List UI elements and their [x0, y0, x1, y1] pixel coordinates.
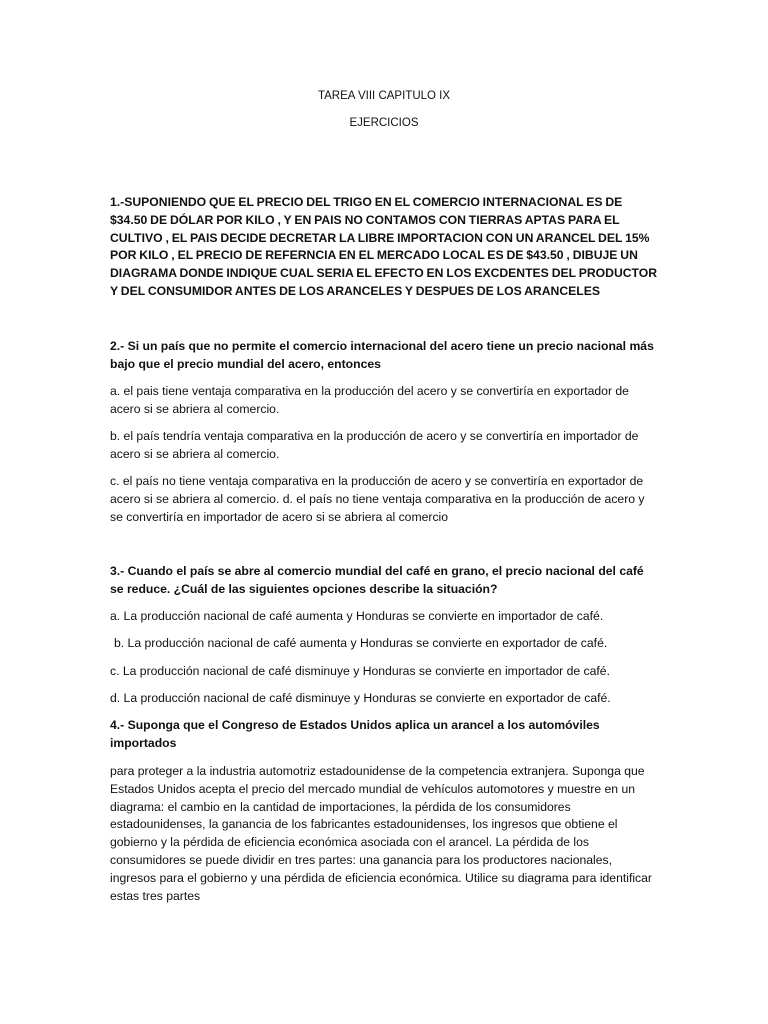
- question-3-option-c: c. La producción nacional de café disminuye y Honduras se convierte en importador de café.: [110, 664, 610, 678]
- document-title: TAREA VIII CAPITULO IX: [317, 90, 451, 102]
- question-2-option-a: a. el pais tiene ventaja comparativa en la producción del acero y se convertiría en exportador de acero si se abriera al comercio.: [110, 384, 629, 416]
- question-2-option-b: b. el país tendría ventaja comparativa en la producción de acero y se convertiría en importador de acero si se abriera al comercio.: [110, 429, 639, 461]
- document-subtitle: EJERCICIOS: [349, 117, 419, 129]
- question-2-option-cd: c. el país no tiene ventaja comparativa en la producción de acero y se convertiría en exportador de acero si se abriera al comercio. d. el país no tiene ventaja comparativa en la producción de acero y se convertiría en importador de acero si se abriera al comercio: [110, 474, 645, 524]
- question-3-stem: 3.- Cuando el país se abre al comercio mundial del café en grano, el precio nacional del café se reduce. ¿Cuál de las siguientes opciones describe la situación?: [110, 564, 644, 596]
- question-3-option-b: b. La producción nacional de café aumenta y Honduras se convierte en exportador de café.: [114, 636, 608, 650]
- question-4-body: para proteger a la industria automotriz estadounidense de la competencia extranjera. Suponga que Estados Unidos acepta el precio del mercado mundial de vehículos automotores y muestre en un diagrama: el cambio en la cantidad de importaciones, la pérdida de los consumidores estadounidenses, la ganancia de los fabricantes estadounidenses, los ingresos que obtiene el gobierno y la pérdida de eficiencia económica asociada con el arancel. La pérdida de los consumidores se puede dividir en tres partes: una ganancia para los productores nacionales, ingresos para el gobierno y una pérdida de eficiencia económica. Utilice su diagrama para identificar estas tres partes: [110, 764, 652, 903]
- question-3-option-d: d. La producción nacional de café disminuye y Honduras se convierte en exportador de café.: [110, 691, 611, 705]
- question-4-stem: 4.- Suponga que el Congreso de Estados Unidos aplica un arancel a los automóviles importados: [110, 718, 600, 750]
- question-2-stem: 2.- Si un país que no permite el comercio internacional del acero tiene un precio nacional más bajo que el precio mundial del acero, entonces: [110, 339, 654, 371]
- question-3-option-a: a. La producción nacional de café aumenta y Honduras se convierte en importador de café.: [110, 609, 604, 623]
- question-1-text: 1.-SUPONIENDO QUE EL PRECIO DEL TRIGO EN EL COMERCIO INTERNACIONAL ES DE $34.50 DE DÓLAR POR KILO , Y EN PAIS NO CONTAMOS CON TIERRAS APTAS PARA EL CULTIVO , EL PAIS DECIDE DECRETAR LA LIBRE IMPORTACION CON UN ARANCEL DEL 15% POR KILO , EL PRECIO DE REFERNCIA EN EL MERCADO LOCAL ES DE $43.50 , DIBUJE UN DIAGRAMA DONDE INDIQUE CUAL SERIA EL EFECTO EN LOS EXCDENTES DEL PRODUCTOR Y DEL CONSUMIDOR ANTES DE LOS ARANCELES Y DESPUES DE LOS ARANCELES: [110, 195, 658, 298]
